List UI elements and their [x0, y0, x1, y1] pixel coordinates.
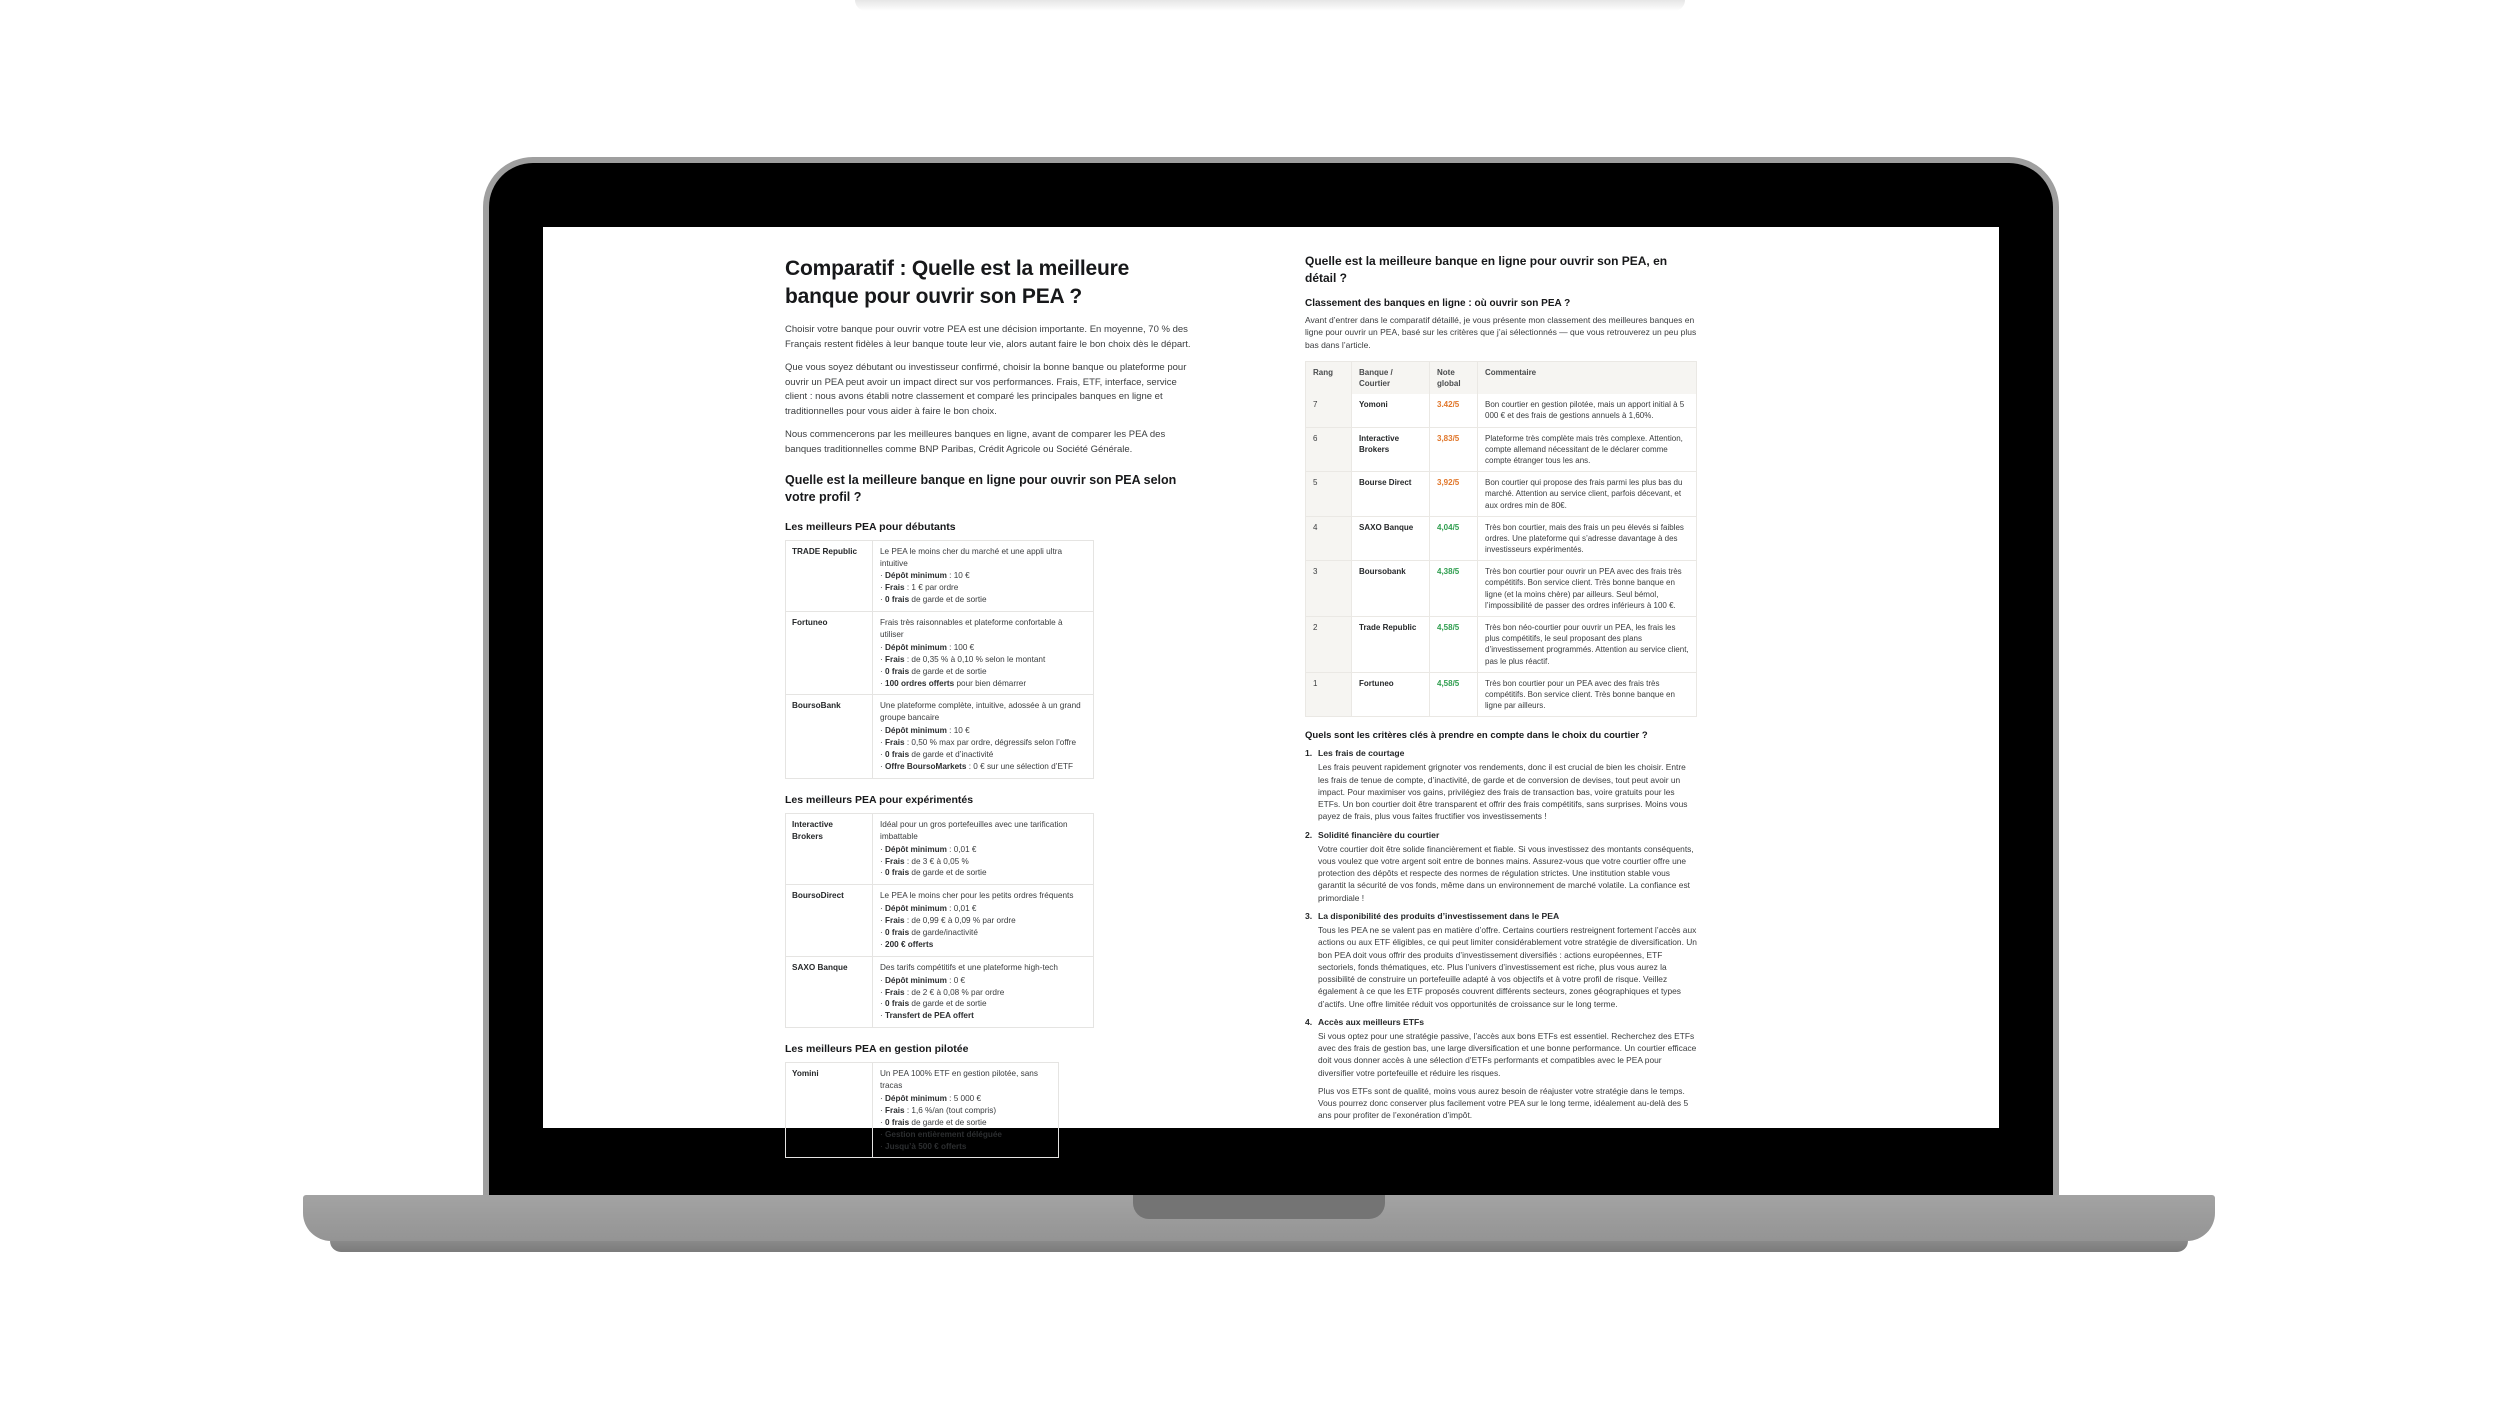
bank-bullet: · Dépôt minimum : 5 000 € [880, 1093, 982, 1103]
criteria-item [1305, 911, 1697, 1010]
ranking-bank-cell: Trade Republic [1352, 617, 1430, 672]
bank-bullet: · Jusqu’à 500 € offerts [880, 1141, 967, 1151]
bank-table-pilotee [785, 1062, 1059, 1158]
classement-heading: Classement des banques en ligne : où ouvrir son PEA ? [1305, 297, 1571, 309]
bank-bullet-list [880, 1093, 1051, 1152]
ranking-row [1306, 516, 1696, 561]
detail-section-heading: Quelle est la meilleure banque en ligne pour ouvrir son PEA, en détail ? [1305, 254, 1668, 285]
laptop-base [303, 1195, 2215, 1241]
bank-lead-text: Des tarifs compétitifs et une plateforme high-tech [880, 962, 1058, 972]
criteria-item-title: 3. La disponibilité des produits d’investissement dans le PEA [1305, 911, 1560, 921]
criteria-item-body [1305, 1030, 1697, 1122]
ranking-row [1306, 394, 1696, 426]
bank-bullet: · 0 frais de garde et de sortie [880, 1117, 987, 1127]
ranking-rank-cell: 5 [1306, 472, 1352, 516]
bank-details-cell [873, 957, 1093, 1027]
criteria-item-body [1305, 924, 1697, 1010]
ranking-note-cell: 3.42/5 [1430, 394, 1478, 426]
criteria-paragraph: Plus vos ETFs sont de qualité, moins vous aurez besoin de réajuster votre stratégie dans le temps. Vous pourrez donc conserver plus facilement votre PEA sur le long terme, idéalement au-delà des 5 ans pour profiter de l’exonération d’impôt. [1318, 1085, 1689, 1121]
bank-bullet: · 0 frais de garde et d’inactivité [880, 750, 994, 760]
criteria-item-number: 1. [1305, 748, 1313, 759]
criteria-item [1305, 748, 1697, 822]
ranking-bank-cell: Boursobank [1352, 561, 1430, 616]
group-heading-debutants: Les meilleurs PEA pour débutants [785, 520, 956, 533]
ranking-comment-cell: Très bon courtier, mais des frais un peu élevés si faibles ordres. Une plateforme qui s’adresse davantage à des investisseurs expérimentés. [1485, 522, 1684, 555]
bank-details-cell [873, 1063, 1058, 1157]
ranking-comment-cell: Très bon néo-courtier pour ouvrir un PEA, les frais les plus compétitifs, le seul proposant des plans d’investissement programmés. Attention au service client, pas le plus réactif. [1485, 623, 1689, 666]
bank-lead-text: Frais très raisonnables et plateforme confortable à utiliser [880, 618, 1063, 640]
ranking-bank-cell: Bourse Direct [1352, 472, 1430, 516]
criteria-item-title: 2. Solidité financière du courtier [1305, 829, 1440, 840]
article-left-column [785, 253, 1199, 1158]
criteria-item-number: 4. [1305, 1016, 1313, 1027]
bank-bullet: · Frais : 0,50 % max par ordre, dégressifs selon l’offre [880, 738, 1077, 748]
ranking-row [1306, 616, 1696, 672]
criteria-item-number: 3. [1305, 911, 1313, 921]
background-top-shadow [855, 0, 1685, 11]
bank-bullet: · 0 frais de garde et de sortie [880, 999, 987, 1009]
ranking-note-cell: 4,58/5 [1430, 617, 1478, 672]
bank-bullet-list [880, 903, 1086, 951]
bank-table-row [786, 1063, 1058, 1157]
ranking-rank-cell: 1 [1306, 673, 1352, 717]
laptop-screen [543, 227, 1999, 1151]
bank-name-cell: TRADE Republic [786, 541, 873, 611]
bank-lead-text: Un PEA 100% ETF en gestion pilotée, sans tracas [880, 1069, 1038, 1091]
ranking-note-cell: 4,04/5 [1430, 517, 1478, 561]
ranking-comment-cell: Plateforme très complète mais très complexe. Attention, compte allemand nécessitant de le déclarer comme compte étranger tous les ans. [1485, 433, 1683, 465]
bank-bullet: · 0 frais de garde et de sortie [880, 666, 987, 676]
ranking-rank-cell: 7 [1306, 394, 1352, 426]
bank-lead-text: Le PEA le moins cher du marché et une appli ultra intuitive [880, 546, 1063, 568]
ranking-comment-cell: Très bon courtier pour un PEA avec des frais très compétitifs. Bon service client. Très bonne banque en ligne par ailleurs. [1485, 678, 1675, 711]
ranking-bank-cell: Fortuneo [1352, 673, 1430, 717]
intro-paragraph: Choisir votre banque pour ouvrir votre PEA est une décision importante. En moyenne, 70 % des Français restent fidèles à leur banque toute leur vie, alors autant faire le bon choix dès le départ. [785, 324, 1191, 350]
bank-name-cell: BoursoDirect [786, 885, 873, 955]
ranking-header-comment: Commentaire [1478, 362, 1696, 394]
bank-details-cell [873, 541, 1093, 611]
criteria-paragraph: Les frais peuvent rapidement grignoter vos rendements, donc il est crucial de bien les choisir. Entre les frais de tenue de compte, d’inactivité, de garde et de conversion de devises, tout peut avoir un impact. Pour maximiser vos gains, privilégiez des frais de transaction bas, voire gratuits pour les ETFs. Un bon courtier doit être transparent et offrir des frais compétitifs, sans surprises. Moins vous payez de frais, plus vous faites fructifier vos investissements ! [1318, 762, 1688, 822]
ranking-bank-cell: SAXO Banque [1352, 517, 1430, 561]
criteria-item-body [1305, 843, 1697, 904]
bank-details-cell [873, 814, 1093, 884]
criteria-item-number: 2. [1305, 829, 1313, 840]
ranking-rank-cell: 3 [1306, 561, 1352, 616]
bank-bullet: · Frais : de 3 € à 0,05 % [880, 856, 969, 866]
bank-lead-text: Le PEA le moins cher pour les petits ordres fréquents [880, 891, 1074, 901]
bank-details-cell [873, 885, 1093, 955]
ranking-comment-cell: Très bon courtier pour ouvrir un PEA avec des frais très compétitifs. Bon service client. Très bonne banque en ligne (et la moins chère) par ailleurs. Seul bémol, l’impossibilité de passer des ordres inférieurs à 100 €. [1485, 567, 1682, 610]
bank-bullet: · 0 frais de garde/inactivité [880, 927, 978, 937]
bank-bullet: · Frais : de 2 € à 0,08 % par ordre [880, 987, 1005, 997]
bank-bullet: · Dépôt minimum : 0,01 € [880, 904, 977, 914]
bank-bullet: · 0 frais de garde et de sortie [880, 595, 987, 605]
ranking-comment-cell: Bon courtier qui propose des frais parmi les plus bas du marché. Attention au service client, parfois décevant, et aux ordres min de 80€. [1485, 478, 1683, 510]
criteria-item [1305, 830, 1697, 904]
ranking-row [1306, 471, 1696, 516]
ranking-table [1305, 361, 1697, 718]
bank-table-debutants [785, 540, 1094, 779]
bank-bullet: · Frais : de 0,99 € à 0,09 % par ordre [880, 916, 1016, 926]
bank-table-row [786, 814, 1093, 884]
bank-details-cell [873, 695, 1093, 777]
ranking-bank-cell: Interactive Brokers [1352, 428, 1430, 472]
bank-bullet: · Dépôt minimum : 0 € [880, 975, 966, 985]
criteria-paragraph: Tous les PEA ne se valent pas en matière d’offre. Certains courtiers restreignent fortement l’accès aux actions ou aux ETF éligibles, ce qui peut limiter considérablement votre stratégie de diversification. Un bon PEA doit vous offrir des produits d’investissement diversifiés : actions européennes, ETF sectoriels, fonds thématiques, etc. Plus l’univers d’investissement est riche, plus vous aurez la possibilité de construire un portefeuille adapté à vos objectifs et à votre profil de risque. Veillez également à ce que les ETF proposés couvrent différents secteurs, zones géographiques et types d’actifs. Une offre limitée réduit vos opportunités de croissance sur le long terme. [1318, 925, 1697, 1009]
ranking-header-note: Note global [1430, 362, 1478, 394]
criteria-paragraph: Votre courtier doit être solide financièrement et fiable. Si vous investissez des montants conséquents, vous voulez que votre argent soit entre de bonnes mains. Assurez-vous que votre courtier offre une protection des dépôts et respecte des normes de régulation strictes. Une institution stable vous garantit la sécurité de vos fonds, même dans un environnement de marché volatile. La confiance est primordiale ! [1318, 843, 1694, 903]
bank-bullet: · Frais : de 0,35 % à 0,10 % selon le montant [880, 654, 1046, 664]
profile-section-heading: Quelle est la meilleure banque en ligne pour ouvrir son PEA selon votre profil ? [785, 472, 1177, 504]
bank-lead-text: Idéal pour un gros portefeuilles avec une tarification imbattable [880, 819, 1068, 841]
article-title: Comparatif : Quelle est la meilleure banque pour ouvrir son PEA ? [785, 257, 1130, 308]
bank-name-cell: SAXO Banque [786, 957, 873, 1027]
group-heading-experimentes: Les meilleurs PEA pour expérimentés [785, 793, 974, 806]
criteria-item-title: 1. Les frais de courtage [1305, 748, 1405, 759]
bank-table-row [786, 956, 1093, 1027]
ranking-row [1306, 427, 1696, 472]
classement-intro: Avant d’entrer dans le comparatif détaillé, je vous présente mon classement des meilleures banques en ligne pour ouvrir un PEA, basé sur les critères que j’ai sélectionnés — que vous retrouverez un peu plus bas dans l’article. [1305, 314, 1697, 351]
ranking-header-row [1306, 362, 1696, 394]
group-heading-pilotee: Les meilleurs PEA en gestion pilotée [785, 1043, 969, 1056]
ranking-rank-cell: 2 [1306, 617, 1352, 672]
bank-table-experimentes [785, 813, 1094, 1028]
bank-bullet: · Gestion entièrement déléguée [880, 1129, 1002, 1139]
criteria-item-title: 4. Accès aux meilleurs ETFs [1305, 1016, 1425, 1027]
ranking-row [1306, 560, 1696, 616]
bank-bullet: · 100 ordres offerts pour bien démarrer [880, 678, 1027, 688]
ranking-comment-cell: Bon courtier en gestion pilotée, mais un apport initial à 5 000 € et des frais de gestions annuels à 1,60%. [1485, 400, 1685, 421]
bank-bullet: · Dépôt minimum : 0,01 € [880, 844, 977, 854]
criteria-list [1305, 748, 1697, 1121]
bank-name-cell: BoursoBank [786, 695, 873, 777]
bank-lead-text: Une plateforme complète, intuitive, adossée à un grand groupe bancaire [880, 701, 1081, 723]
article-intro [785, 323, 1199, 457]
article-right-column [1305, 253, 1697, 1129]
bank-bullet: · 0 frais de garde et de sortie [880, 868, 987, 878]
bank-bullet: · Dépôt minimum : 10 € [880, 571, 970, 581]
bank-bullet: · Frais : 1,6 %/an (tout compris) [880, 1105, 997, 1115]
intro-paragraph: Nous commencerons par les meilleures banques en ligne, avant de comparer les PEA des banques traditionnelles comme BNP Paribas, Crédit Agricole ou Société Générale. [785, 429, 1166, 455]
bank-table-row [786, 541, 1093, 611]
criteria-paragraph: Si vous optez pour une stratégie passive, l’accès aux bons ETFs est essentiel. Recherchez des ETFs avec des frais de gestion bas, une large diversification et une bonne performance. Un courtier efficace doit vous donner accès à une sélection d’ETFs performants et compatibles avec le PEA pour diversifier votre portefeuille et réduire les risques. [1318, 1030, 1697, 1078]
ranking-rank-cell: 6 [1306, 428, 1352, 472]
bank-bullet: · Offre BoursoMarkets : 0 € sur une sélection d’ETF [880, 761, 1073, 771]
bank-name-cell: Interactive Brokers [786, 814, 873, 884]
criteria-item [1305, 1017, 1697, 1122]
ranking-note-cell: 3,83/5 [1430, 428, 1478, 472]
ranking-body [1306, 394, 1696, 716]
bank-bullet: · Dépôt minimum : 10 € [880, 726, 970, 736]
ranking-header-bank: Banque / Courtier [1352, 362, 1430, 394]
bank-bullet: · Transfert de PEA offert [880, 1011, 974, 1021]
ranking-header-rank: Rang [1306, 362, 1352, 394]
bank-table-row [786, 694, 1093, 777]
bank-bullet-list [880, 570, 1086, 606]
bank-bullet-list [880, 642, 1086, 690]
ranking-rank-cell: 4 [1306, 517, 1352, 561]
bank-details-cell [873, 612, 1093, 694]
bank-bullet-list [880, 975, 1086, 1023]
criteria-heading: Quels sont les critères clés à prendre en compte dans le choix du courtier ? [1305, 730, 1648, 742]
bank-table-row [786, 611, 1093, 694]
ranking-bank-cell: Yomoni [1352, 394, 1430, 426]
bank-bullet-list [880, 725, 1086, 773]
criteria-item-body [1305, 761, 1697, 822]
laptop-hinge-notch [1133, 1195, 1385, 1219]
intro-paragraph: Que vous soyez débutant ou investisseur confirmé, choisir la bonne banque ou plateforme pour ouvrir un PEA peut avoir un impact direct sur vos performances. Frais, ETF, interface, service client : nous avons établi notre classement et comparé les principales banques en ligne et traditionnelles pour vous aider à faire le bon choix. [785, 362, 1187, 417]
bank-bullet: · Frais : 1 € par ordre [880, 583, 959, 593]
bank-name-cell: Fortuneo [786, 612, 873, 694]
bank-table-row [786, 884, 1093, 955]
laptop-bottom-edge [330, 1241, 2188, 1252]
bank-bullet: · Dépôt minimum : 100 € [880, 642, 975, 652]
bank-name-cell: Yomini [786, 1063, 873, 1157]
ranking-row [1306, 672, 1696, 717]
bank-bullet-list [880, 844, 1086, 880]
ranking-note-cell: 4,58/5 [1430, 673, 1478, 717]
bank-bullet: · 200 € offerts [880, 939, 934, 949]
ranking-note-cell: 3,92/5 [1430, 472, 1478, 516]
ranking-note-cell: 4,38/5 [1430, 561, 1478, 616]
